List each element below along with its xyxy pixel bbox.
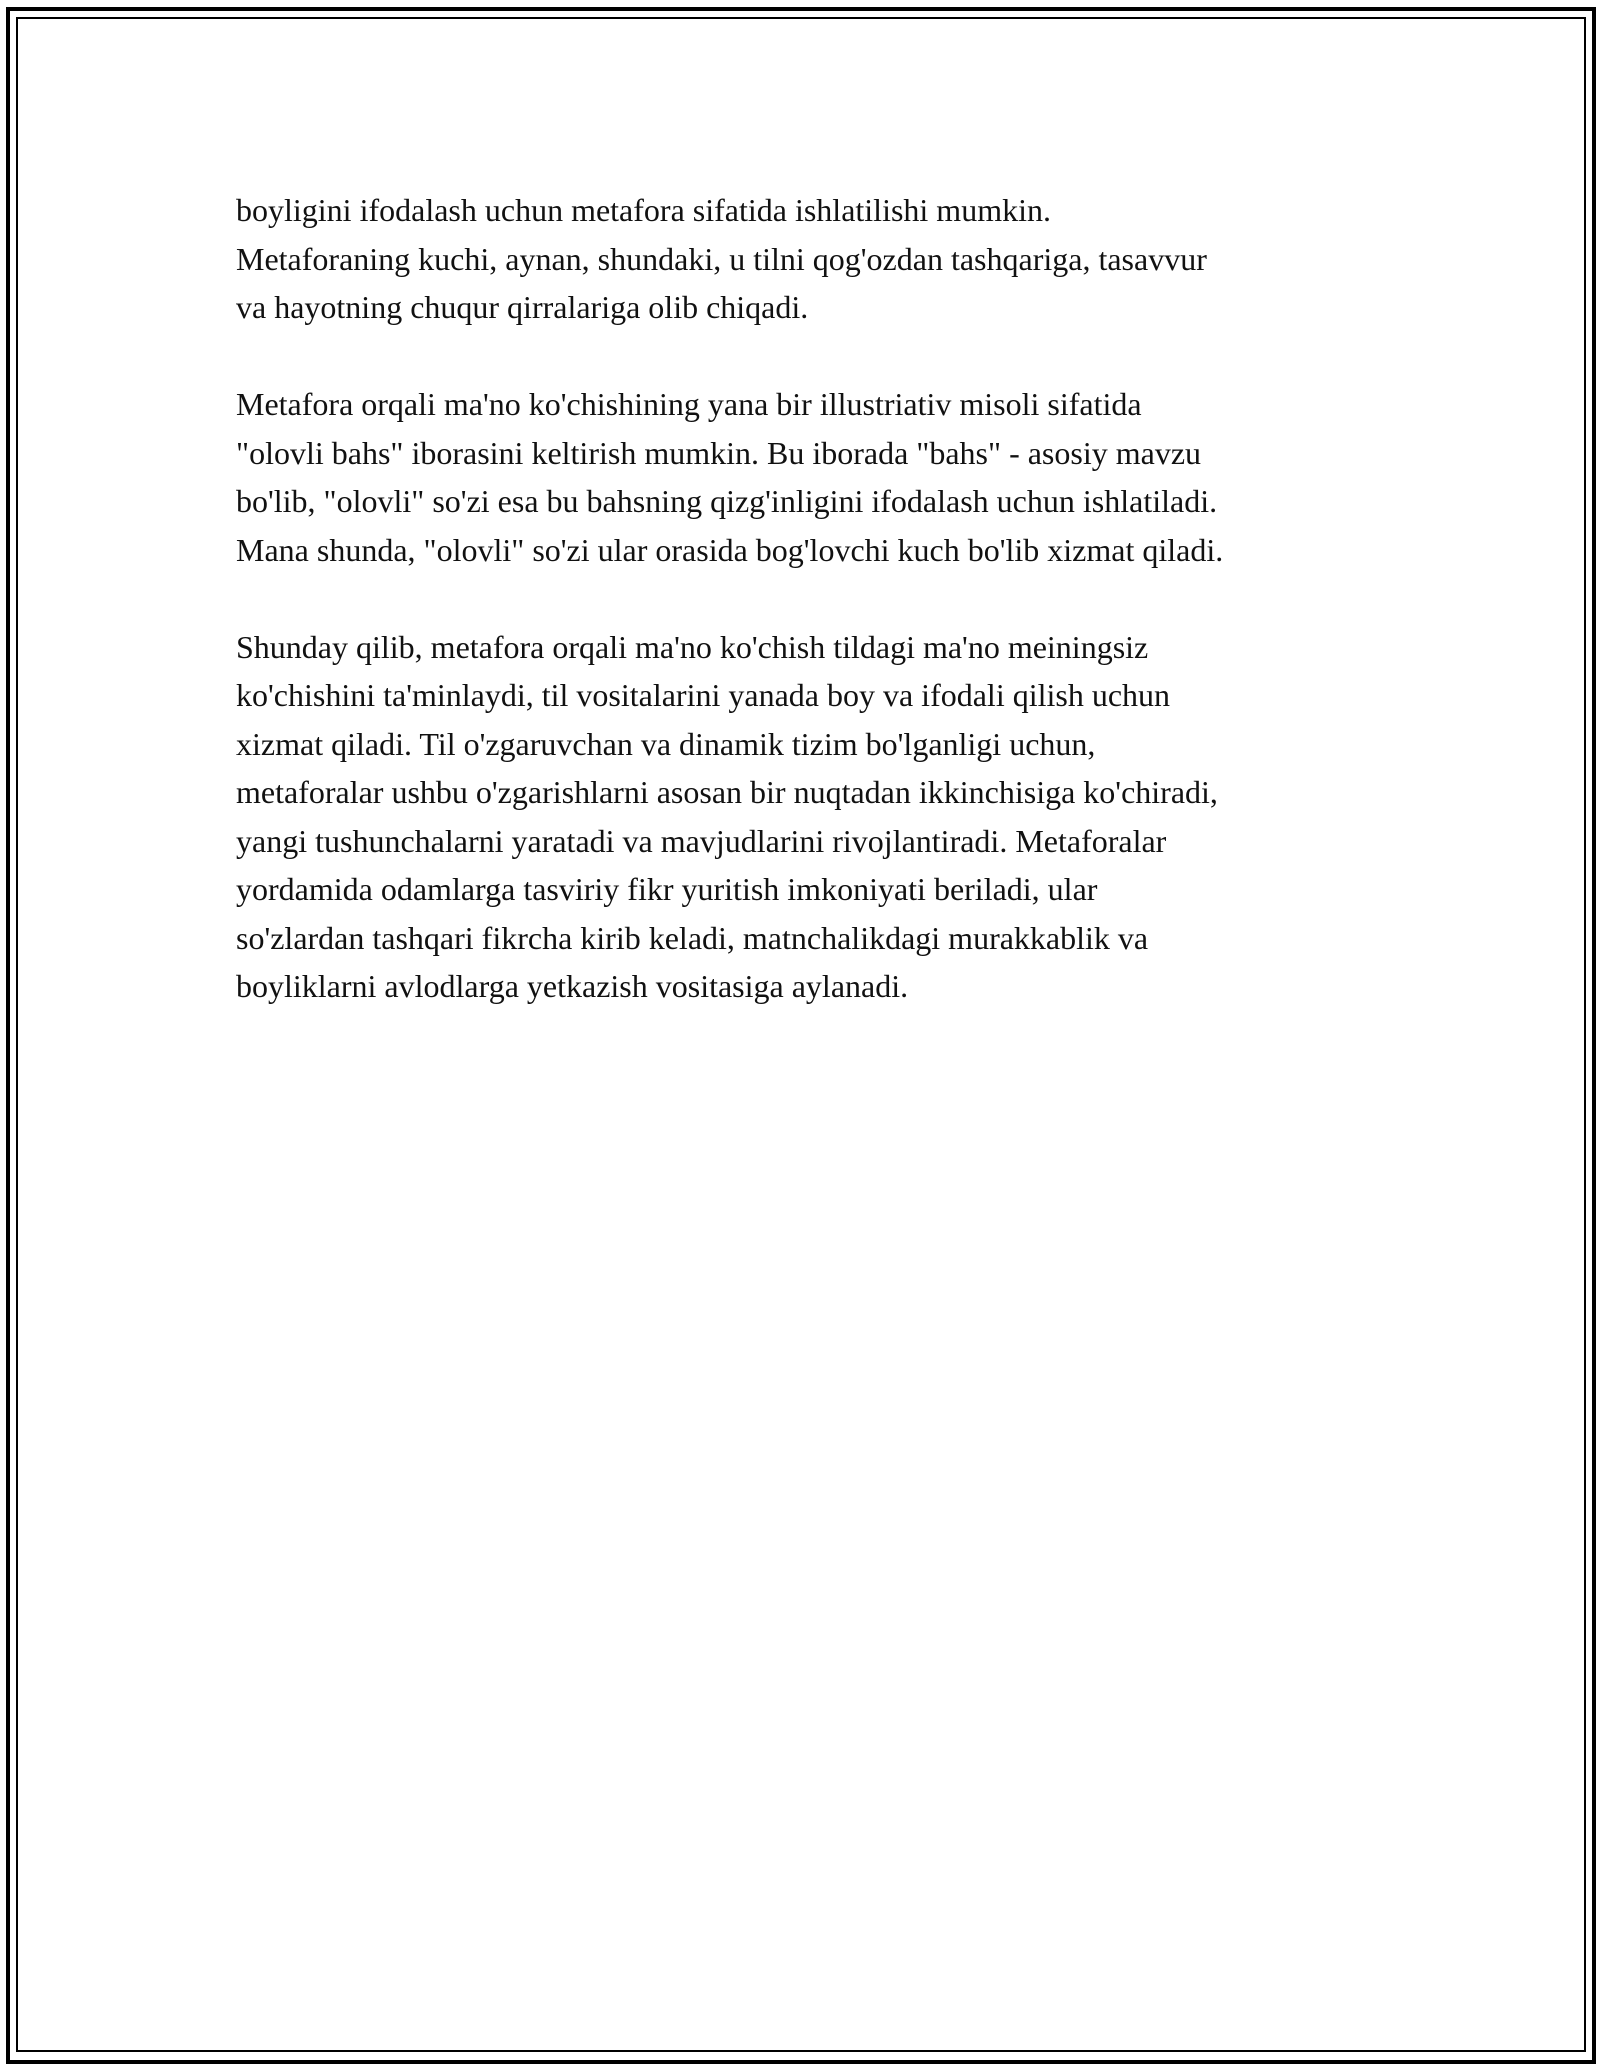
text-line: xizmat qiladi. Til o'zgaruvchan va dinamik tizim bo'lganligi uchun, xyxy=(236,725,1096,762)
text-line: so'zlardan tashqari fikrcha kirib keladi, matnchalikdagi murakkablik va xyxy=(236,919,1149,956)
text-line: bo'lib, "olovli" so'zi esa bu bahsning qizg'inligini ifodalash uchun ishlatiladi. xyxy=(236,483,1218,519)
text-line: yangi tushunchalarni yaratadi va mavjudlarini rivojlantiradi. Metaforalar xyxy=(236,822,1167,859)
text-line: Mana shunda, "olovli" so'zi ular orasida bog'lovchi kuch bo'lib xizmat qiladi. xyxy=(236,531,1224,568)
document-body xyxy=(236,186,1396,1059)
text-line: "olovli bahs" iborasini keltirish mumkin. Bu iborada "bahs" - asosiy mavzu xyxy=(236,434,1202,471)
text-line: boyliklarni avlodlarga yetkazish vositasiga aylanadi. xyxy=(236,968,909,1004)
paragraph-3 xyxy=(236,623,1396,1011)
text-line: Metaforaning kuchi, aynan, shundaki, u tilni qog'ozdan tashqariga, tasavvur xyxy=(236,240,1207,277)
text-line: Shunday qilib, metafora orqali ma'no ko'chish tildagi ma'no meiningsiz xyxy=(236,628,1149,665)
text-line: yordamida odamlarga tasviriy fikr yuritish imkoniyati beriladi, ular xyxy=(236,871,1098,907)
text-line: metaforalar ushbu o'zgarishlarni asosan bir nuqtadan ikkinchisiga ko'chiradi, xyxy=(236,774,1218,810)
text-line: boyligini ifodalash uchun metafora sifatida ishlatilishi mumkin. xyxy=(236,192,1051,228)
text-line: va hayotning chuqur qirralariga olib chiqadi. xyxy=(236,289,809,325)
paragraph-2 xyxy=(236,380,1396,574)
paragraph-1 xyxy=(236,186,1396,332)
text-line: Metafora orqali ma'no ko'chishining yana bir illustriativ misoli sifatida xyxy=(236,386,1142,422)
text-line: ko'chishini ta'minlaydi, til vositalarini yanada boy va ifodali qilish uchun xyxy=(236,677,1171,713)
